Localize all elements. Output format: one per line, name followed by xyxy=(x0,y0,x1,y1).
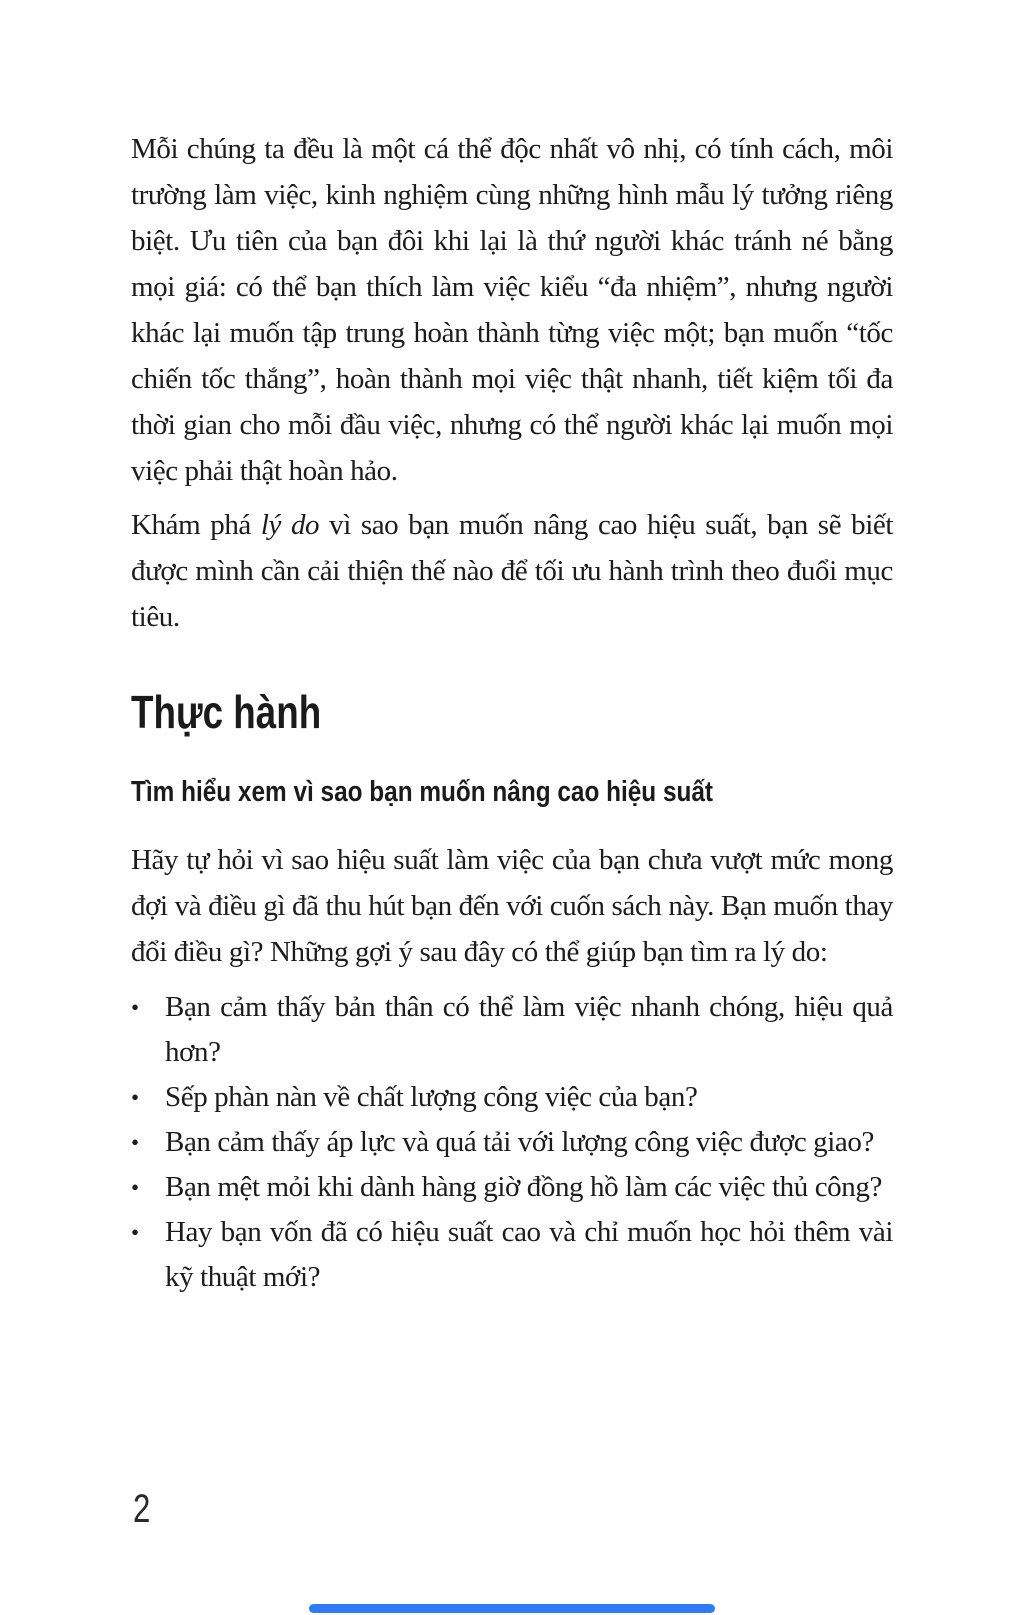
bullet-icon: • xyxy=(131,995,139,1020)
body-paragraph xyxy=(131,502,893,640)
emphasis-text: lý do xyxy=(260,509,320,541)
list-item xyxy=(131,1120,893,1165)
paragraph-text: Khám phá xyxy=(131,509,261,541)
list-item-text: Bạn cảm thấy áp lực và quá tải với lượng công việc được giao? xyxy=(165,1126,874,1158)
bullet-icon: • xyxy=(131,1085,139,1110)
list-item xyxy=(131,1165,893,1210)
list-item-text: Hay bạn vốn đã có hiệu suất cao và chỉ muốn học hỏi thêm vài kỹ thuật mới? xyxy=(165,1216,893,1293)
bottom-progress-indicator[interactable] xyxy=(309,1604,715,1613)
bullet-icon: • xyxy=(131,1130,139,1155)
bullet-icon: • xyxy=(131,1175,139,1200)
bullet-list xyxy=(131,985,893,1300)
body-paragraph: Mỗi chúng ta đều là một cá thể độc nhất vô nhị, có tính cách, môi trường làm việc, kinh nghiệm cùng những hình mẫu lý tưởng riêng biệt. Ưu tiên của bạn đôi khi lại là thứ người khác tránh né bằng mọi giá: có thể bạn thích làm việc kiểu “đa nhiệm”, nhưng người khác lại muốn tập trung hoàn thành từng việc một; bạn muốn “tốc chiến tốc thắng”, hoàn thành mọi việc thật nhanh, tiết kiệm tối đa thời gian cho mỗi đầu việc, nhưng có thể người khác lại muốn mọi việc phải thật hoàn hảo. xyxy=(131,133,893,487)
list-item-text: Bạn mệt mỏi khi dành hàng giờ đồng hồ làm các việc thủ công? xyxy=(165,1171,882,1203)
page-number: 2 xyxy=(133,1487,151,1531)
list-item xyxy=(131,985,893,1075)
subsection-heading: Tìm hiểu xem vì sao bạn muốn nâng cao hiệu suất xyxy=(131,776,714,808)
section-heading: Thực hành xyxy=(131,686,322,738)
list-item xyxy=(131,1210,893,1300)
list-item-text: Bạn cảm thấy bản thân có thể làm việc nhanh chóng, hiệu quả hơn? xyxy=(165,991,893,1068)
paragraph-text: vì sao bạn muốn nâng cao hiệu suất, bạn sẽ biết được mình cần cải thiện thế nào để tối ưu hành trình theo đuổi mục tiêu. xyxy=(131,509,894,633)
list-item-text: Sếp phàn nàn về chất lượng công việc của bạn? xyxy=(165,1081,698,1113)
body-paragraph: Hãy tự hỏi vì sao hiệu suất làm việc của bạn chưa vượt mức mong đợi và điều gì đã thu hút bạn đến với cuốn sách này. Bạn muốn thay đổi điều gì? Những gợi ý sau đây có thể giúp bạn tìm ra lý do: xyxy=(131,844,893,968)
bullet-icon: • xyxy=(131,1220,139,1245)
list-item xyxy=(131,1075,893,1120)
page-content xyxy=(131,126,893,1300)
